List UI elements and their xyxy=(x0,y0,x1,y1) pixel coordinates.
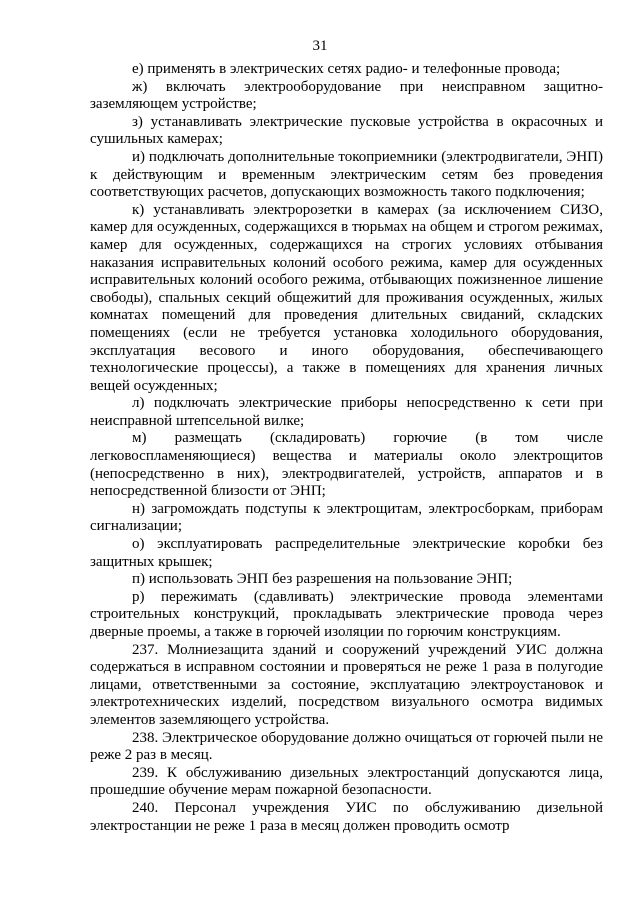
paragraph-e: е) применять в электрических сетях радио- и телефонные провода; xyxy=(132,61,561,77)
paragraph-z: з) устанавливать электрические пусковые устройства в окрасочных и сушильных камерах; xyxy=(90,113,603,148)
paragraph-239: 239. К обслуживанию дизельных электростанций допускаются лица, прошедшие обучение мерам пожарной безопасности. xyxy=(90,764,603,799)
paragraph-l: л) подключать электрические приборы непосредственно к сети при неисправной штепсельной вилке; xyxy=(90,395,603,429)
paragraph-n: н) загромождать подступы к электрощитам, электросборкам, приборам сигнализации; xyxy=(90,500,603,535)
paragraph-238: 238. Электрическое оборудование должно очищаться от горючей пыли не реже 2 раз в месяц. xyxy=(90,729,603,764)
paragraph-r: р) пережимать (сдавливать) электрические провода элементами строительных конструкций, прокладывать электрические провода через дверные проемы, а также в горючей изоляции по горючим конструкциям. xyxy=(90,588,603,640)
paragraph-m: м) размещать (складировать) горючие (в том числе легковоспламеняющиеся) вещества и материалы около электрощитов (непосредственно в них), электродвигателей, устройств, аппаратов и в непосредственной близости от ЭНП; xyxy=(90,430,603,500)
paragraph-o: о) эксплуатировать распределительные электрические коробки без защитных крышек; xyxy=(90,536,603,570)
paragraph-237: 237. Молниезащита зданий и сооружений учреждений УИС должна содержаться в исправном состоянии и проверяться не реже 1 раза в полугодие лицами, ответственными за состояние, эксплуатацию электроустановок и электротехнических изделий, посредством визуального осмотра видимых элементов заземляющего устройства. xyxy=(90,641,603,728)
paragraph-i: и) подключать дополнительные токоприемники (электродвигатели, ЭНП) к действующим и временным электрическим сетям без проведения соответствующих расчетов, допускающих возможность такого подключения; xyxy=(90,148,603,201)
page-number: 31 xyxy=(312,38,328,54)
document-body xyxy=(90,61,603,835)
paragraph-zh: ж) включать электрооборудование при неисправном защитно-заземляющем устройстве; xyxy=(90,78,603,113)
paragraph-240: 240. Персонал учреждения УИС по обслуживанию дизельной электростанции не реже 1 раза в месяц должен проводить осмотр xyxy=(90,799,603,834)
paragraph-p: п) использовать ЭНП без разрешения на пользование ЭНП; xyxy=(132,571,513,588)
paragraph-k: к) устанавливать электророзетки в камерах (за исключением СИЗО, камер для осужденных, содержащихся в тюрьмах на общем и строгом режимах, камер для осужденных, содержащихся на строгих условиях отбывания наказания исправительных колоний особого режима, камер для осужденных исправительных колоний особого режима, отбывающих пожизненное лишение свободы), спальных секций общежитий для проживания осужденных, жилых комнатах помещений для проведения длительных свиданий, складских помещениях (если не требуется установка холодильного оборудования, эксплуатация весового и иного оборудования, обеспечивающего технологические процессы), а также в помещениях для хранения личных вещей осужденных; xyxy=(90,201,603,394)
